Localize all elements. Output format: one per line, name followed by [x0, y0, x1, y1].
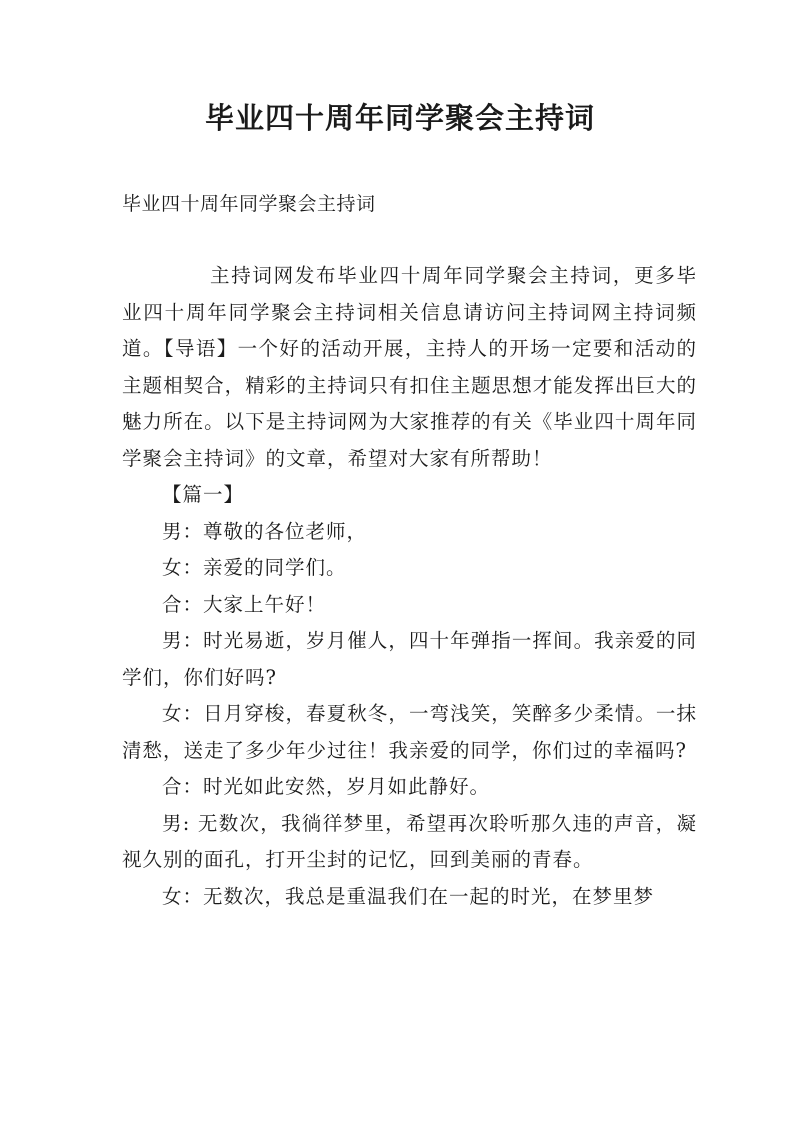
intro-paragraph: 主持词网发布毕业四十周年同学聚会主持词，更多毕业四十周年同学聚会主持词相关信息请访问主持词网主持词频道。【导语】一个好的活动开展，主持人的开场一定要和活动的主题相契合，精彩的主持词只有扣住主题思想才能发挥出巨大的魅力所在。以下是主持词网为大家推荐的有关《毕业四十周年同学聚会主持词》的文章，希望对大家有所帮助！	[122, 264, 697, 470]
dialogue-line: 女：亲爱的同学们。	[162, 556, 347, 579]
document-title: 毕业四十周年同学聚会主持词	[204, 101, 595, 135]
dialogue-line: 男：时光易逝，岁月催人，四十年弹指一挥间。我亲爱的同学们，你们好吗?	[122, 629, 697, 689]
dialogue-line: 合：大家上午好！	[162, 592, 327, 616]
section-heading: 【篇一】	[162, 483, 245, 506]
document-body	[122, 258, 697, 915]
dialogue-line: 男: 无数次，我徜徉梦里，希望再次聆听那久违的声音，凝视久别的面孔，打开尘封的记忆，回到美丽的青春。	[122, 811, 697, 871]
dialogue-line: 女：无数次，我总是重温我们在一起的时光，在梦里梦	[162, 884, 655, 908]
dialogue-line: 合：时光如此安然，岁月如此静好。	[162, 775, 491, 798]
dialogue-line: 男：尊敬的各位老师，	[162, 519, 368, 543]
document-subtitle: 毕业四十周年同学聚会主持词	[122, 193, 376, 215]
dialogue-line: 女：日月穿梭，春夏秋冬，一弯浅笑，笑醉多少柔情。一抹清愁，送走了多少年少过往！我亲爱的同学，你们过的幸福吗?	[122, 702, 697, 762]
